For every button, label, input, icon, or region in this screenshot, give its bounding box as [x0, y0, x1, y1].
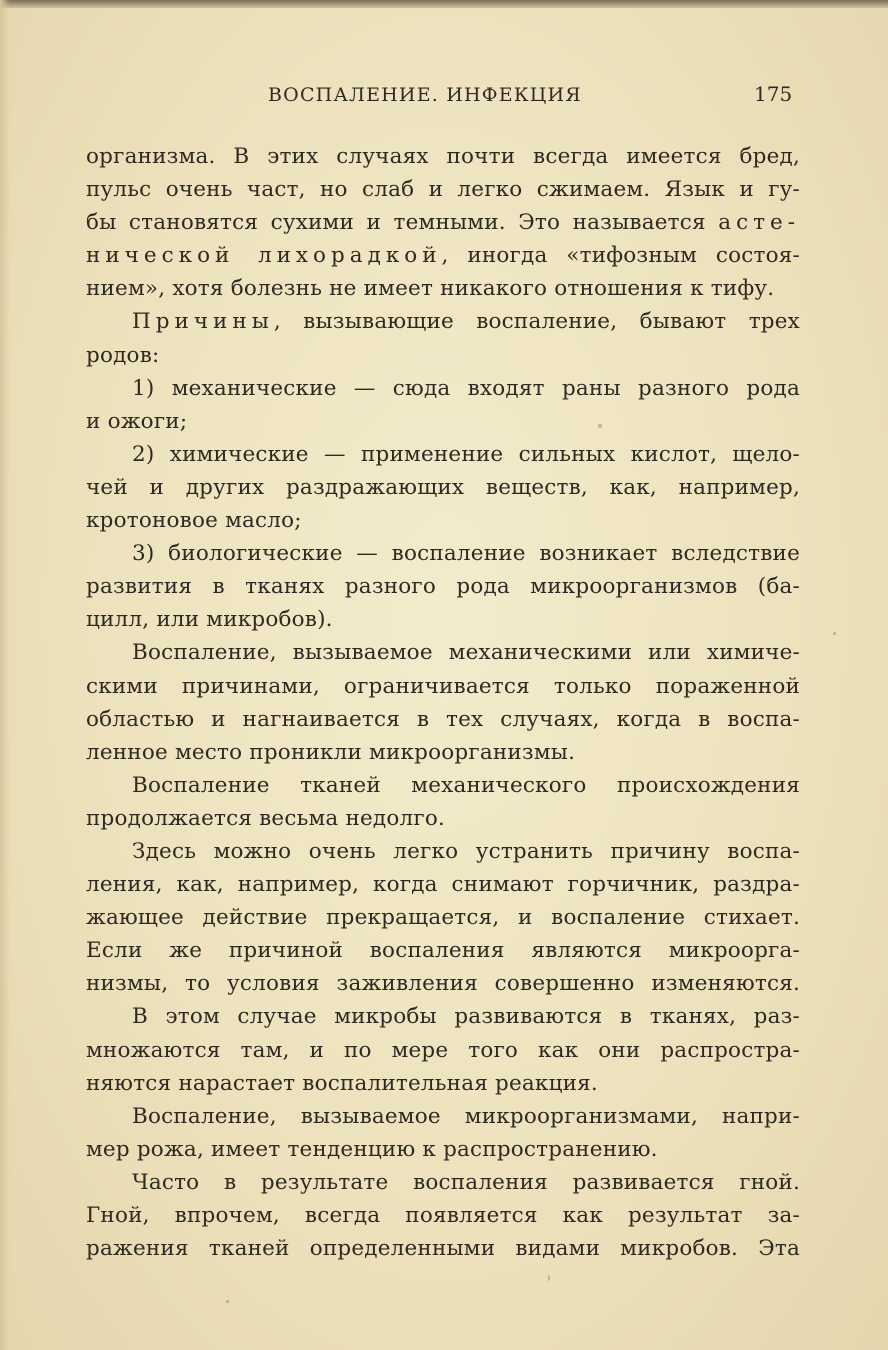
text-line: няются нарастает воспалительная реакция.	[86, 1070, 598, 1096]
text-line: Воспаление тканей механического происхождения	[132, 772, 800, 798]
text-line: родов:	[86, 342, 160, 368]
text-line: областью и нагнаивается в тех случаях, когда в воспа-	[86, 706, 800, 732]
text-line: 3) биологические — воспаление возникает вследствие	[132, 541, 800, 567]
text-fragment: бы становятся сухими и темными. Это называется	[86, 210, 719, 236]
text-line: Здесь можно очень легко устранить причину воспа-	[132, 838, 800, 864]
text-line: развития в тканях разного рода микроорганизмов (ба-	[86, 574, 800, 600]
text-line: множаются там, и по мере того как они распростра-	[86, 1037, 800, 1063]
spaced-term: Причины	[132, 309, 274, 335]
text-line	[86, 239, 800, 272]
text-line: Воспаление, вызываемое механическими или химиче-	[132, 640, 800, 666]
text-line: ражения тканей определенными видами микробов. Эта	[86, 1236, 800, 1262]
page-left-edge	[0, 0, 10, 1350]
text-line: мер рожа, имеет тенденцию к распространению.	[86, 1136, 658, 1162]
text-line: В этом случае микробы развиваются в тканях, раз-	[132, 1004, 800, 1030]
text-line: 1) механические — сюда входят раны разного рода	[132, 375, 800, 401]
text-line: пульс очень част, но слаб и легко сжимаем. Язык и гу-	[86, 177, 800, 203]
running-title: ВОСПАЛЕНИЕ. ИНФЕКЦИЯ	[268, 84, 582, 106]
paper-speck	[833, 632, 836, 635]
text-line: Если же причиной воспаления являются микроорга-	[86, 938, 800, 964]
text-line: ленное место проникли микроорганизмы.	[86, 739, 576, 765]
paper-speck	[598, 424, 602, 428]
text-line: жающее действие прекращается, и воспаление стихает.	[86, 905, 800, 931]
page-top-edge	[0, 0, 888, 8]
text-line: Воспаление, вызываемое микроорганизмами, напри-	[132, 1103, 800, 1129]
text-fragment: , вызывающие воспаление, бывают трех	[273, 309, 800, 335]
text-line: нием», хотя болезнь не имеет никакого отношения к тифу.	[86, 276, 775, 302]
text-line: организма. В этих случаях почти всегда имеется бред,	[86, 144, 800, 169]
text-line	[86, 305, 800, 338]
paper-speck	[548, 1275, 550, 1281]
text-line: скими причинами, ограничивается только пораженной	[86, 673, 800, 699]
text-line: Гной, впрочем, всегда появляется как результат за-	[86, 1203, 800, 1228]
paper-speck	[226, 1300, 229, 1303]
text-line	[86, 206, 800, 239]
text-line: чей и других раздражающих веществ, как, например,	[86, 474, 800, 500]
spaced-term: нической лихорадкой	[86, 243, 442, 269]
text-line: 2) химические — применение сильных кислот, щело-	[132, 441, 800, 467]
text-line: кротоновое масло;	[86, 508, 302, 534]
spaced-term: асте-	[718, 210, 800, 236]
text-line: и ожоги;	[86, 408, 188, 434]
page-number: 175	[754, 82, 793, 106]
body-text	[86, 140, 800, 1265]
text-line: Часто в результате воспаления развивается гной.	[132, 1169, 800, 1195]
text-fragment: , иногда «тифозным состоя-	[441, 243, 800, 269]
text-line: низмы, то условия заживления совершенно изменяются.	[86, 971, 800, 997]
text-line: ления, как, например, когда снимают горчичник, раздра-	[86, 872, 800, 898]
text-line: цилл, или микробов).	[86, 607, 333, 633]
text-line: продолжается весьма недолго.	[86, 805, 446, 831]
